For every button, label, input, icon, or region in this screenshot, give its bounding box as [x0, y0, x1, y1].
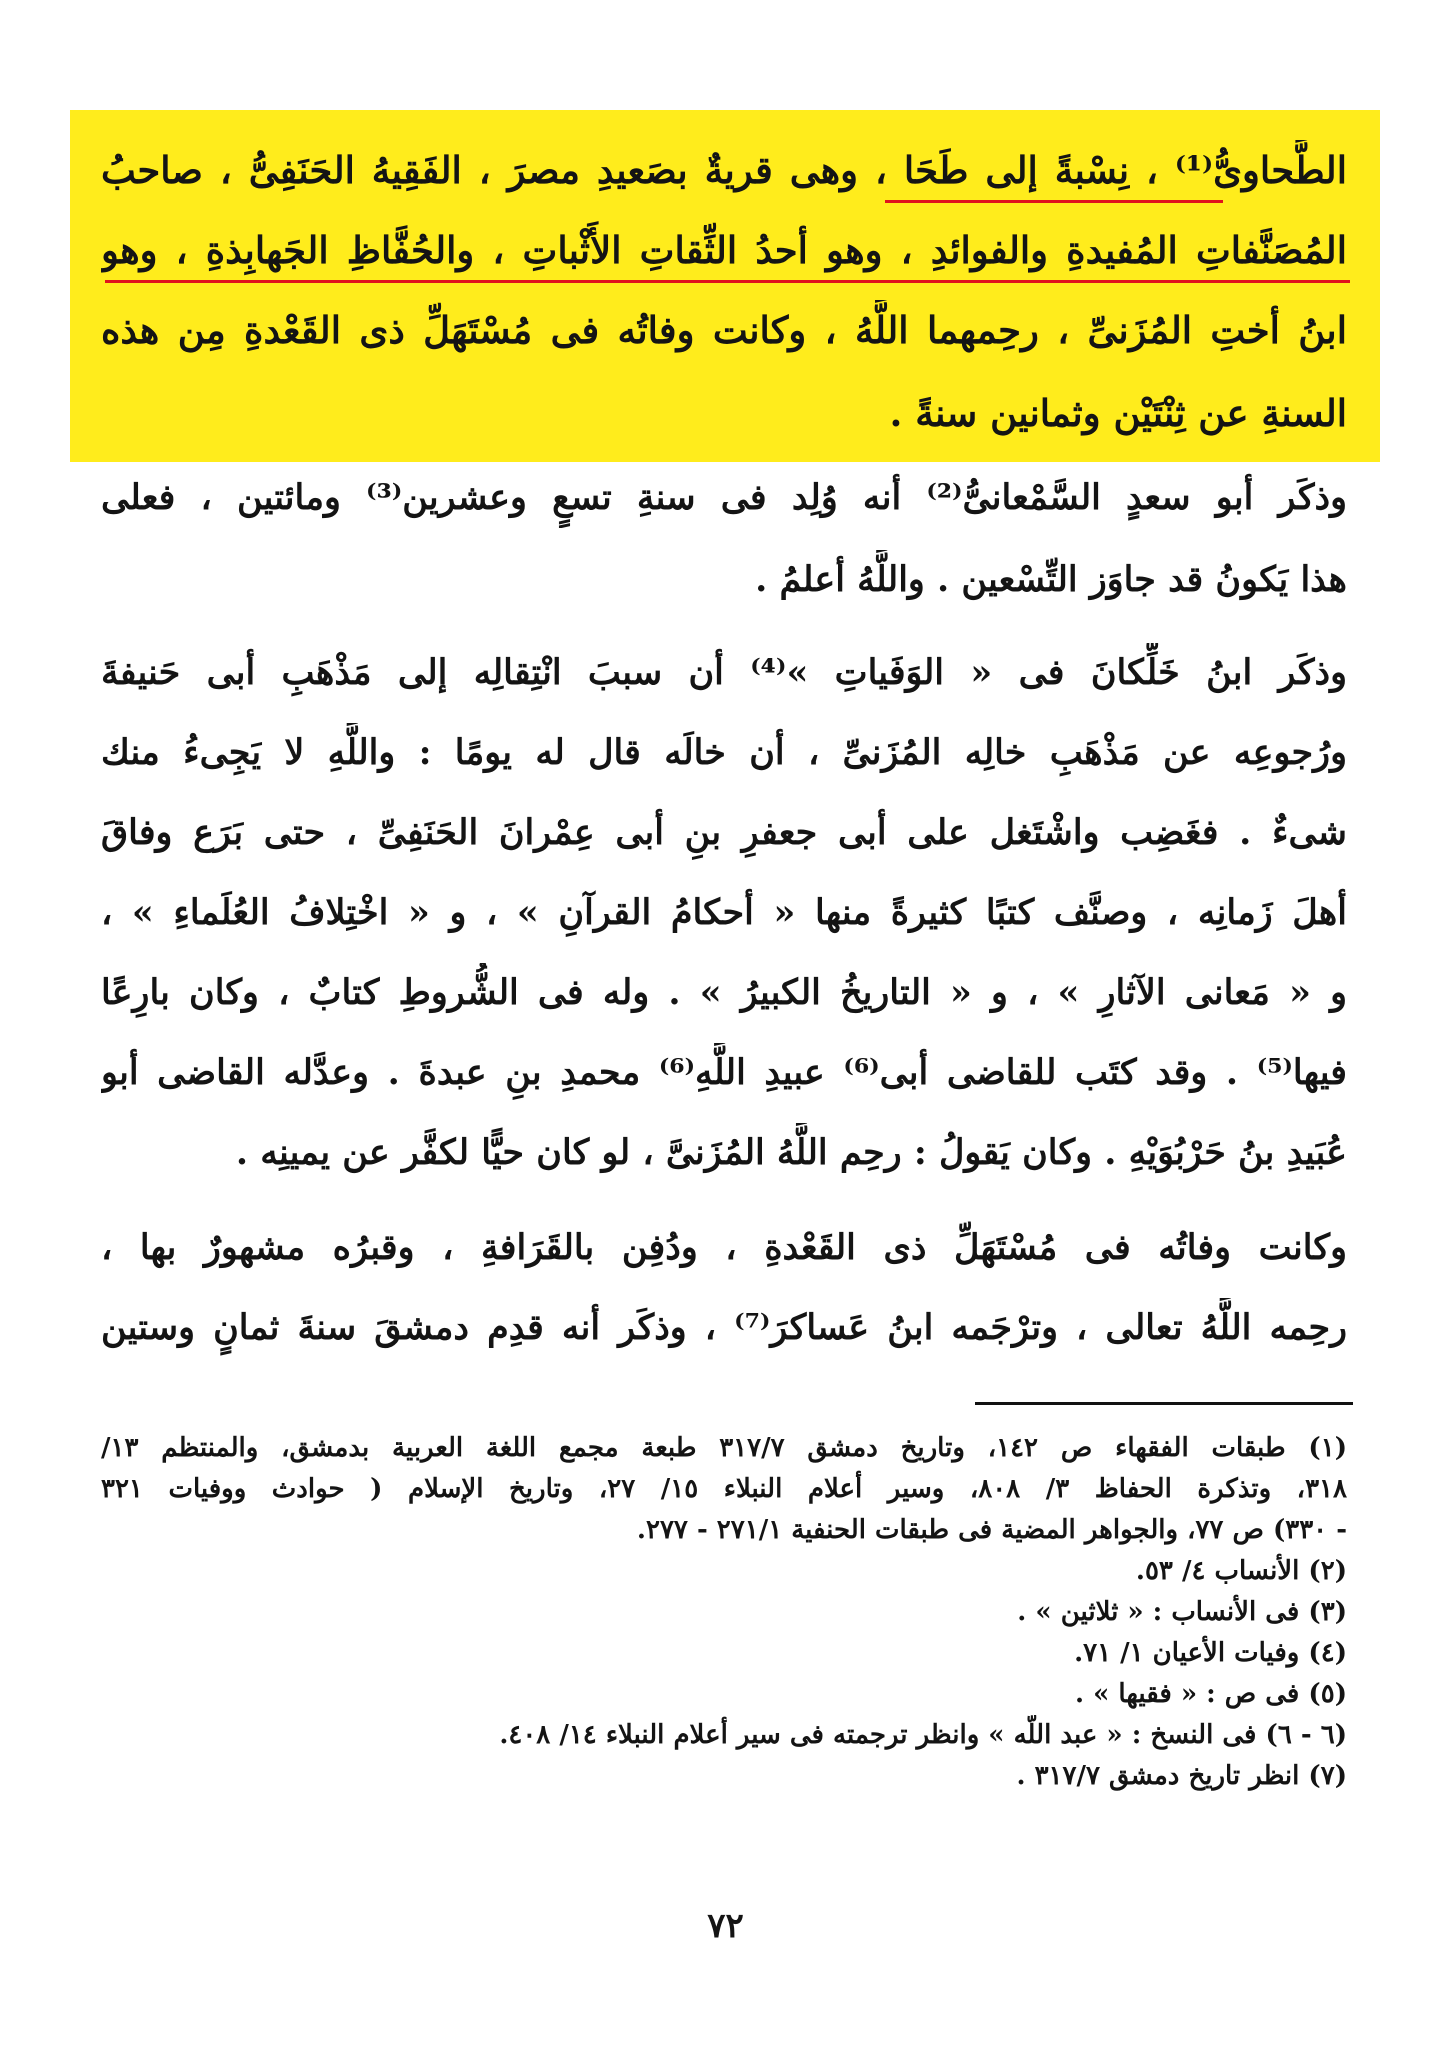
body-line-2: هذا يَكونُ قد جاوَز التِّسْعين . واللَّهُ أعلمُ . — [755, 559, 1347, 600]
footnote-line-3: - ٣٣٠) ص ٧٧، والجواهر المضية فى طبقات الحنفية ٢٧١/١ - ٢٧٧. — [636, 1515, 1347, 1545]
footnote-line-6: (٤) وفيات الأعيان ١/ ٧١. — [1074, 1638, 1347, 1668]
footnote-line-4: (٢) الأنساب ٤/ ٥٣. — [1135, 1556, 1347, 1586]
footnote-line-9: (٧) انظر تاريخ دمشق ٣١٧/٧ . — [1016, 1761, 1347, 1791]
page-number: ٧٢ — [707, 1906, 744, 1946]
footnote-line-5: (٣) فى الأنساب : « ثلاثين » . — [1017, 1597, 1347, 1627]
footnote-line-8: (٦ - ٦) فى النسخ : « عبد اللَّه » وانظر ترجمته فى سير أعلام النبلاء ١٤/ ٤٠٨. — [499, 1720, 1347, 1750]
highlight-line-1: الطَّحاوىُّ⁽¹⁾ ، نِسْبةً إلى طَحَا ، وهى قريةٌ بصَعيدِ مصرَ ، الفَقِيهُ الحَنَفِىُّ ، صاحبُ — [101, 148, 1347, 192]
red-underline-1 — [885, 200, 1223, 203]
footnote-line-2: ٣١٨، وتذكرة الحفاظ ٣/ ٨٠٨، وسير أعلام النبلاء ١٥/ ٢٧، وتاريخ الإسلام ( حوادث ووفيات ٣٢١ — [101, 1474, 1347, 1504]
footnote-line-1: (١) طبقات الفقهاء ص ١٤٢، وتاريخ دمشق ٣١٧/٧ طبعة مجمع اللغة العربية بدمشق، والمنتظم ١٣/ — [101, 1433, 1347, 1463]
body-line-5: شىءٌ . فغَضِب واشْتَغل على أبى جعفرِ بنِ أبى عِمْرانَ الحَنَفِىِّ ، حتى بَرَع وفاقَ — [101, 812, 1347, 853]
red-underline-2 — [105, 280, 1350, 283]
highlight-line-4: السنةِ عن ثِنْتَيْن وثمانين سنةً . — [889, 391, 1347, 435]
body-line-10: وكانت وفاتُه فى مُسْتَهَلِّ ذى القَعْدةِ ، ودُفِن بالقَرَافةِ ، وقبرُه مشهورٌ بها ، — [101, 1227, 1347, 1268]
body-line-3: وذكَر ابنُ خَلِّكانَ فى « الوَفَياتِ »⁽⁴⁾ أن سببَ انْتِقالِه إلى مَذْهَبِ أبى حَنيفةَ — [101, 652, 1347, 693]
body-line-8: فيها⁽⁵⁾ . وقد كتَب للقاضى أبى⁽⁶⁾ عبيدِ اللَّهِ⁽⁶⁾ محمدِ بنِ عبدةَ . وعدَّله القاضى أبو — [101, 1052, 1347, 1093]
body-line-9: عُبَيدِ بنُ حَرْبُوَيْهِ . وكان يَقولُ : رحِم اللَّهُ المُزَنىَّ ، لو كان حيًّا لكفَّر عن يمينِه . — [235, 1132, 1347, 1173]
body-line-1: وذكَر أبو سعدٍ السَّمْعانىُّ⁽²⁾ أنه وُلِد فى سنةِ تسعٍ وعشرين⁽³⁾ ومائتين ، فعلى — [101, 477, 1347, 518]
footnote-line-7: (٥) فى ص : « فقيها » . — [1075, 1679, 1347, 1709]
highlight-line-3: ابنُ أختِ المُزَنىِّ ، رحِمهما اللَّهُ ، وكانت وفاتُه فى مُسْتَهَلِّ ذى القَعْدةِ مِن هذه — [101, 308, 1347, 352]
body-line-4: ورُجوعِه عن مَذْهَبِ خالِه المُزَنىِّ ، أن خالَه قال له يومًا : واللَّهِ لا يَجِىءُ منك — [101, 732, 1347, 773]
footnote-separator — [975, 1402, 1353, 1405]
body-line-11: رحِمه اللَّهُ تعالى ، وترْجَمه ابنُ عَساكرَ⁽⁷⁾ ، وذكَر أنه قدِم دمشقَ سنةَ ثمانٍ وستين — [101, 1307, 1347, 1348]
body-line-6: أهلَ زَمانِه ، وصنَّف كتبًا كثيرةً منها « أحكامُ القرآنِ » ، و « اخْتِلافُ العُلَماءِ » ، — [101, 892, 1347, 933]
highlight-line-2: المُصَنَّفاتِ المُفيدةِ والفوائدِ ، وهو أحدُ الثِّقاتِ الأَثْباتِ ، والحُفَّاظِ الجَهابِذةِ ، وهو — [101, 228, 1347, 272]
body-line-7: و « مَعانى الآثارِ » ، و « التاريخُ الكبيرُ » . وله فى الشُّروطِ كتابٌ ، وكان بارِعًا — [101, 972, 1347, 1013]
